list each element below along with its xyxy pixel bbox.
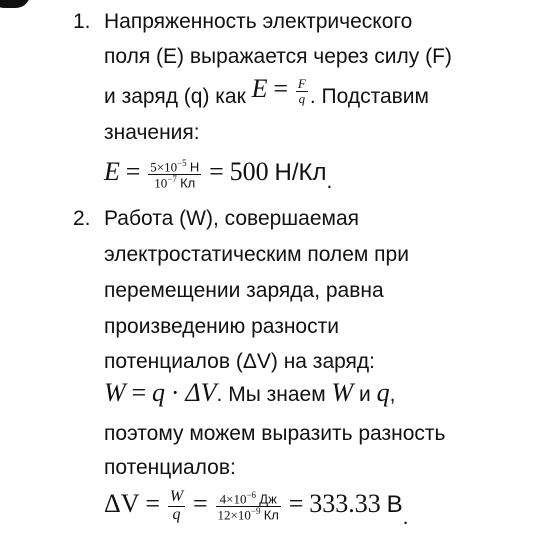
dv-result-value: 333.33 — [309, 489, 381, 518]
known-q: q — [376, 378, 390, 407]
calc-num-unit: Н — [189, 159, 200, 175]
dv-lhs: ΔV — [104, 489, 140, 518]
formula-e-fraction — [296, 77, 308, 105]
calc-fraction — [148, 159, 201, 190]
item-2-line-3: перемещении заряда, равна — [104, 279, 384, 302]
item-2-line-8: потенциалов: — [104, 456, 236, 479]
dv-den-value: 12×10 — [217, 507, 251, 523]
item-1-line-2: поля (E) выражается через силу (F) — [104, 45, 452, 68]
calc-lhs: E — [104, 157, 120, 186]
calc-den-unit: Кл — [180, 175, 196, 191]
item-2-line-5: потенциалов (ΔV) на заряд: — [104, 350, 376, 373]
dv-num-value: 4×10 — [219, 491, 247, 507]
item-1-formula-calc — [104, 150, 332, 196]
item-1-line-3-text: и заряд (q) как — [104, 85, 246, 108]
calc-num-value: 5×10 — [150, 159, 178, 175]
dv-fraction-symbolic — [168, 489, 185, 524]
dv-end: . — [402, 506, 409, 529]
known-comma: , — [389, 383, 396, 406]
dv-fraction-numeric — [216, 491, 281, 522]
dv-den-exp: −9 — [250, 505, 261, 516]
calc-end: . — [326, 170, 333, 193]
item-1-line-3 — [104, 74, 429, 112]
calc-result-value: 500 — [229, 157, 269, 186]
calc-den-value: 10 — [154, 175, 168, 191]
work-q: q — [152, 378, 166, 407]
calc-num-exp: −5 — [177, 157, 187, 168]
item-2-number: 2. — [73, 207, 91, 230]
known-w: W — [331, 378, 354, 407]
formula-e-eq: = — [273, 74, 289, 103]
known-conj: и — [359, 383, 371, 406]
work-lhs: W — [104, 378, 126, 407]
formula-e-den: q — [298, 90, 306, 106]
dv-num-symbolic: W — [169, 488, 184, 506]
item-1-number: 1. — [73, 10, 91, 33]
dv-num-exp: −6 — [246, 489, 257, 500]
dv-den-symbolic: q — [172, 505, 181, 523]
dv-num-unit: Дж — [259, 491, 277, 507]
item-1-line-3-after: . Подставим — [309, 85, 429, 108]
item-2-line-7: поэтому можем выразить разность — [104, 422, 446, 445]
item-2-line-6-text: . Мы знаем — [216, 383, 326, 406]
item-2-line-2: электростатическим полем при — [104, 243, 409, 266]
item-2-line-4: произведению разности — [104, 315, 339, 338]
dv-eq-2: = — [193, 489, 208, 518]
item-2-line-6 — [104, 376, 395, 412]
formula-e-num: F — [297, 76, 306, 92]
calc-eq-2: = — [209, 157, 224, 186]
corner-decoration — [0, 0, 30, 8]
dv-result-unit: В — [386, 491, 403, 518]
dv-num — [216, 491, 281, 507]
work-dv: ΔV — [185, 378, 217, 407]
dv-den — [216, 507, 281, 522]
formula-e-lhs: E — [251, 74, 268, 103]
calc-den-exp: −7 — [167, 173, 177, 184]
item-2-line-1: Работа (W), совершаемая — [104, 207, 359, 230]
item-2-formula-dv — [104, 482, 408, 528]
calc-result-unit: Н/Кл — [274, 159, 327, 186]
calc-eq: = — [125, 157, 141, 186]
dv-den-unit: Кл — [263, 507, 279, 523]
work-eq: = — [131, 378, 147, 407]
work-dot: · — [170, 378, 180, 407]
dv-eq-3: = — [288, 489, 304, 518]
calc-den — [148, 175, 201, 190]
item-1-line-1: Напряженность электрического — [104, 10, 413, 33]
dv-eq: = — [145, 489, 161, 518]
calc-num — [148, 159, 201, 175]
item-1-line-4: значения: — [104, 121, 200, 144]
